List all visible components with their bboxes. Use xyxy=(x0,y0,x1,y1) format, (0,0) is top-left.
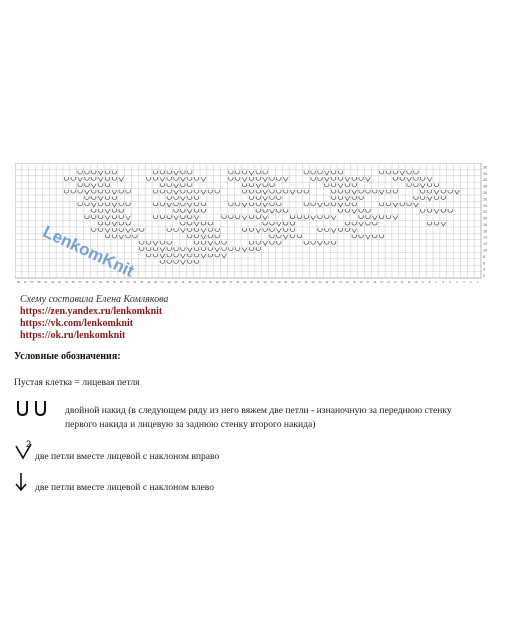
column-number: 45 xyxy=(174,281,178,284)
column-number: 50 xyxy=(140,281,144,284)
column-number: 2 xyxy=(469,281,472,284)
row-number: 36 xyxy=(483,165,487,170)
watermark: LenkomKnit xyxy=(39,222,138,281)
column-number: 37 xyxy=(229,281,233,284)
column-number: 14 xyxy=(387,281,390,284)
link-vk[interactable]: https://vk.com/lenkomknit xyxy=(20,318,134,329)
column-number: 11 xyxy=(407,281,411,284)
legend-item-double-yarn-over: двойной накид (в следующем ряду из него вяжем две петли - изнаночную за переднюю стенку первого накида и лицевую за заднюю стенку второго накида) xyxy=(65,405,452,430)
row-number: 4 xyxy=(483,267,485,272)
column-number: 21 xyxy=(339,281,342,284)
legend-title: Условные обозначения: xyxy=(14,351,121,362)
column-number: 68 xyxy=(16,281,20,284)
column-number: 61 xyxy=(64,281,68,284)
column-number: 9 xyxy=(422,281,424,284)
column-number: 49 xyxy=(147,281,151,284)
column-number: 25 xyxy=(311,281,315,284)
column-number: 65 xyxy=(37,281,41,284)
row-number: 30 xyxy=(483,184,487,189)
column-number: 13 xyxy=(393,281,397,284)
column-number: 23 xyxy=(325,281,329,284)
column-number: 52 xyxy=(126,281,130,284)
k2tog-right-icon xyxy=(14,438,36,460)
column-number: 60 xyxy=(71,281,75,284)
column-number: 64 xyxy=(44,281,48,284)
column-number: 67 xyxy=(23,281,27,284)
column-number: 46 xyxy=(167,281,171,284)
column-number: 15 xyxy=(380,281,384,284)
column-number: 48 xyxy=(154,281,157,284)
column-number: 29 xyxy=(284,281,288,284)
column-number: 42 xyxy=(195,281,199,284)
column-number: 44 xyxy=(181,281,185,284)
column-number: 1 xyxy=(476,281,479,284)
link-zen[interactable]: https://zen.yandex.ru/lenkomknit xyxy=(20,306,163,317)
row-number: 22 xyxy=(483,210,487,215)
row-number: 6 xyxy=(483,261,485,266)
column-number: 54 xyxy=(112,281,116,284)
link-ok[interactable]: https://ok.ru/lenkomknit xyxy=(20,330,126,341)
column-number: 66 xyxy=(30,281,34,284)
column-number: 19 xyxy=(352,281,356,284)
row-number: 34 xyxy=(483,171,487,176)
svg-text:2: 2 xyxy=(26,439,32,449)
column-number: 20 xyxy=(345,281,349,284)
column-number: 27 xyxy=(297,281,301,284)
column-number: 3 xyxy=(463,281,465,284)
row-number: 18 xyxy=(483,222,487,227)
column-number: 10 xyxy=(414,281,418,284)
column-number: 32 xyxy=(263,281,267,284)
column-number: 28 xyxy=(291,281,294,284)
column-number: 35 xyxy=(243,281,247,284)
column-number: 24 xyxy=(318,281,322,284)
row-number: 24 xyxy=(483,203,487,208)
column-number: 22 xyxy=(332,281,336,284)
column-number: 38 xyxy=(222,281,226,284)
column-number: 57 xyxy=(92,281,96,284)
column-number: 26 xyxy=(304,281,308,284)
column-number: 51 xyxy=(133,281,137,284)
row-number: 8 xyxy=(483,254,485,259)
row-number: 32 xyxy=(483,178,487,183)
row-number: 26 xyxy=(483,197,487,202)
column-number: 34 xyxy=(249,281,253,284)
k2tog-left-icon xyxy=(14,472,30,492)
column-number: 55 xyxy=(106,281,109,284)
legend-item-k2tog-left: две петли вместе лицевой с наклоном влево xyxy=(35,482,215,493)
column-number: 8 xyxy=(428,281,431,284)
column-number: 39 xyxy=(215,281,219,284)
author-credit: Схему составила Елена Комлякова xyxy=(20,294,169,305)
column-number: 40 xyxy=(208,281,212,284)
column-number: 17 xyxy=(366,281,370,284)
column-number: 62 xyxy=(58,281,61,284)
column-number: 58 xyxy=(85,281,89,284)
column-number: 36 xyxy=(236,281,240,284)
column-number: 53 xyxy=(119,281,123,284)
column-number: 7 xyxy=(435,281,438,284)
column-number: 12 xyxy=(400,281,404,284)
column-number: 4 xyxy=(456,281,458,284)
column-number: 18 xyxy=(359,281,363,284)
column-number: 43 xyxy=(188,281,192,284)
row-number: 12 xyxy=(483,242,487,247)
column-number: 30 xyxy=(277,281,281,284)
column-number: 6 xyxy=(442,281,445,284)
chart-grid xyxy=(15,163,490,287)
row-number: 16 xyxy=(483,229,487,234)
column-number: 56 xyxy=(99,281,103,284)
row-number: 10 xyxy=(483,248,487,253)
row-number: 14 xyxy=(483,235,487,240)
column-number: 16 xyxy=(373,281,377,284)
legend-item-empty-cell: Пустая клетка = лицевая петля xyxy=(14,377,140,388)
column-number: 41 xyxy=(202,281,205,284)
row-number: 2 xyxy=(483,274,485,279)
double-yarn-over-icon xyxy=(14,398,50,418)
column-number: 33 xyxy=(256,281,260,284)
row-number: 28 xyxy=(483,190,487,195)
knitting-chart xyxy=(15,163,490,287)
row-number: 20 xyxy=(483,216,487,221)
column-number: 63 xyxy=(51,281,55,284)
column-number: 59 xyxy=(78,281,82,284)
legend-item-k2tog-right: две петли вместе лицевой с наклоном вправо xyxy=(35,451,220,462)
column-number: 47 xyxy=(160,281,164,284)
column-number: 31 xyxy=(270,281,274,284)
column-number: 5 xyxy=(449,281,451,284)
